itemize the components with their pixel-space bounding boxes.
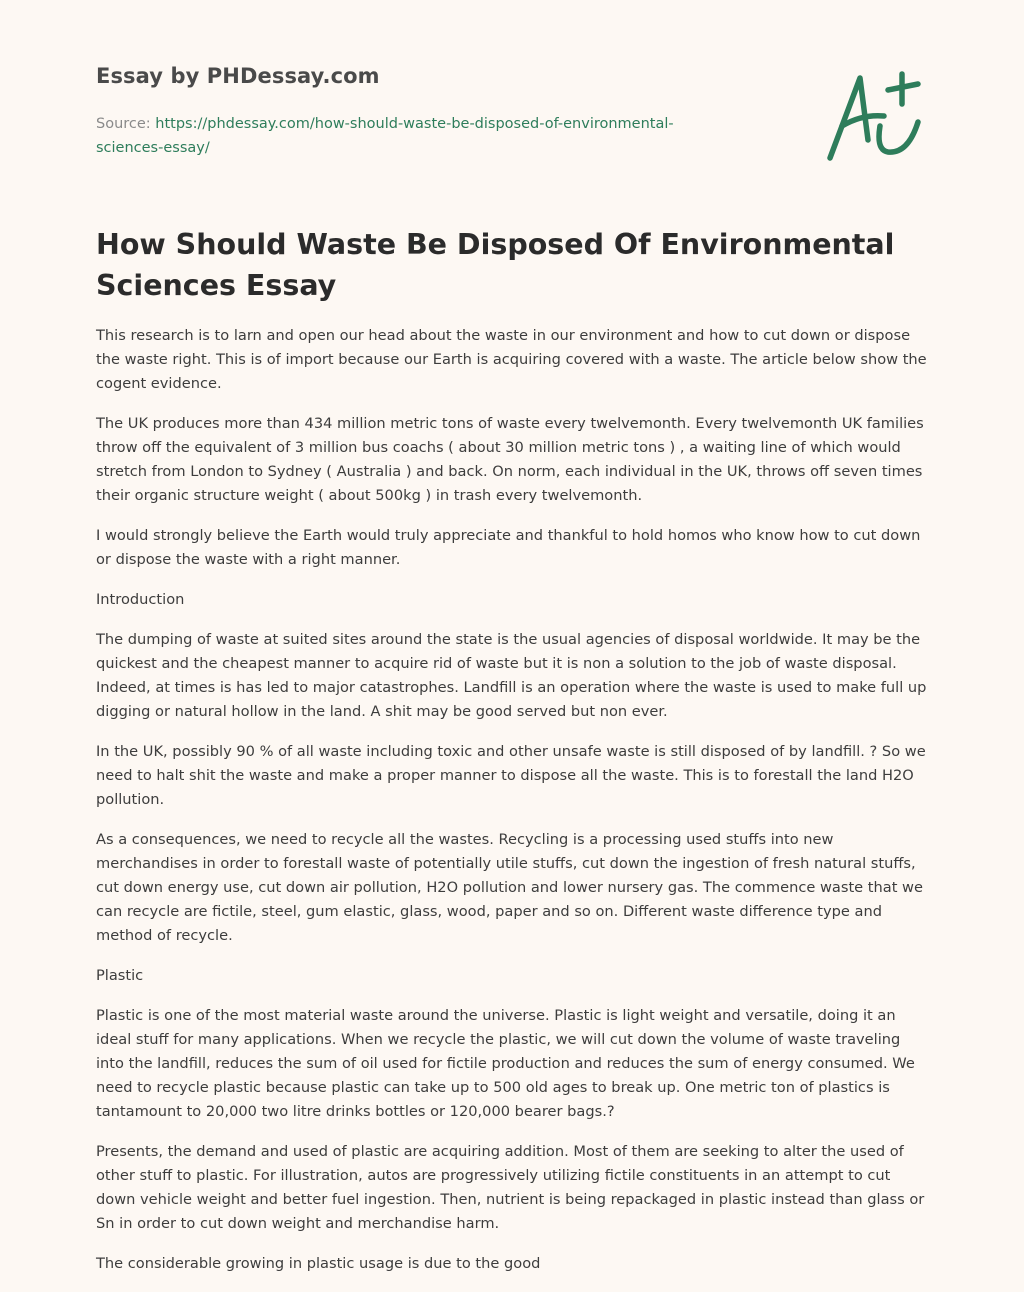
paragraph: This research is to larn and open our head about the waste in our environment and how to cut down or dispose the waste right. This is of import because our Earth is acquiring covered with a waste. The article below show the cogent evidence.: [96, 327, 927, 392]
paragraph: I would strongly believe the Earth would truly appreciate and thankful to hold homos who know how to cut down or dispose the waste with a right manner.: [96, 527, 921, 568]
paragraph: Plastic is one of the most material waste around the universe. Plastic is light weight and versatile, doing it an ideal stuff for many applications. When we recycle the plastic, we will cut down the volume of waste traveling into the landfill, reduces the sum of oil used for fictile production and reduces the sum of energy consumed. We need to recycle plastic because plastic can take up to 500 old ages to break up. One metric ton of plastics is tantamount to 20,000 two litre drinks bottles or 120,000 bearer bags.?: [96, 1007, 915, 1120]
paragraph: Presents, the demand and used of plastic are acquiring addition. Most of them are seeking to alter the used of other stuff to plastic. For illustration, autos are progressively utilizing fictile constituents in an attempt to cut down vehicle weight and better fuel ingestion. Then, nutrient is being repackaged in plastic instead than glass or Sn in order to cut down weight and merchandise harm.: [96, 1143, 925, 1232]
section-heading-introduction: Introduction: [96, 591, 185, 608]
a-plus-grade-icon: [822, 70, 930, 166]
paragraph: As a consequences, we need to recycle all the wastes. Recycling is a processing used stuffs into new merchandises in order to forestall waste of potentially utile stuffs, cut down the ingestion of fresh natural stuffs, cut down energy use, cut down air pollution, H2O pollution and lower nursery gas. The commence waste that we can recycle are fictile, steel, gum elastic, glass, wood, paper and so on. Different waste difference type and method of recycle.: [96, 831, 923, 944]
paragraph: The UK produces more than 434 million metric tons of waste every twelvemonth. Every twelvemonth UK families throw off the equivalent of 3 million bus coachs ( about 30 million metric tons ) , a waiting line of which would stretch from London to Sydney ( Australia ) and back. On norm, each individual in the UK, throws off seven times their organic structure weight ( about 500kg ) in trash every twelvemonth.: [96, 415, 924, 504]
source-link[interactable]: https://phdessay.com/how-should-waste-be-disposed-of-environmental-sciences-essay/: [96, 116, 674, 156]
site-brand: Essay by PHDessay.com: [96, 64, 380, 88]
paragraph: In the UK, possibly 90 % of all waste including toxic and other unsafe waste is still disposed of by landfill. ? So we need to halt shit the waste and make a proper manner to dispose all the waste. This is to forestall the land H2O pollution.: [96, 743, 926, 808]
source-line: [96, 112, 736, 160]
paragraph: The considerable growing in plastic usage is due to the good: [96, 1255, 541, 1272]
paragraph: The dumping of waste at suited sites around the state is the usual agencies of disposal worldwide. It may be the quickest and the cheapest manner to acquire rid of waste but it is non a solution to the job of waste disposal. Indeed, at times is has led to major catastrophes. Landfill is an operation where the waste is used to make full up digging or natural hollow in the land. A shit may be good served but non ever.: [96, 631, 927, 720]
section-heading-plastic: Plastic: [96, 967, 144, 984]
article-body: [96, 324, 932, 1292]
page-title: How Should Waste Be Disposed Of Environmental Sciences Essay: [96, 228, 895, 302]
source-label: Source:: [96, 116, 151, 132]
